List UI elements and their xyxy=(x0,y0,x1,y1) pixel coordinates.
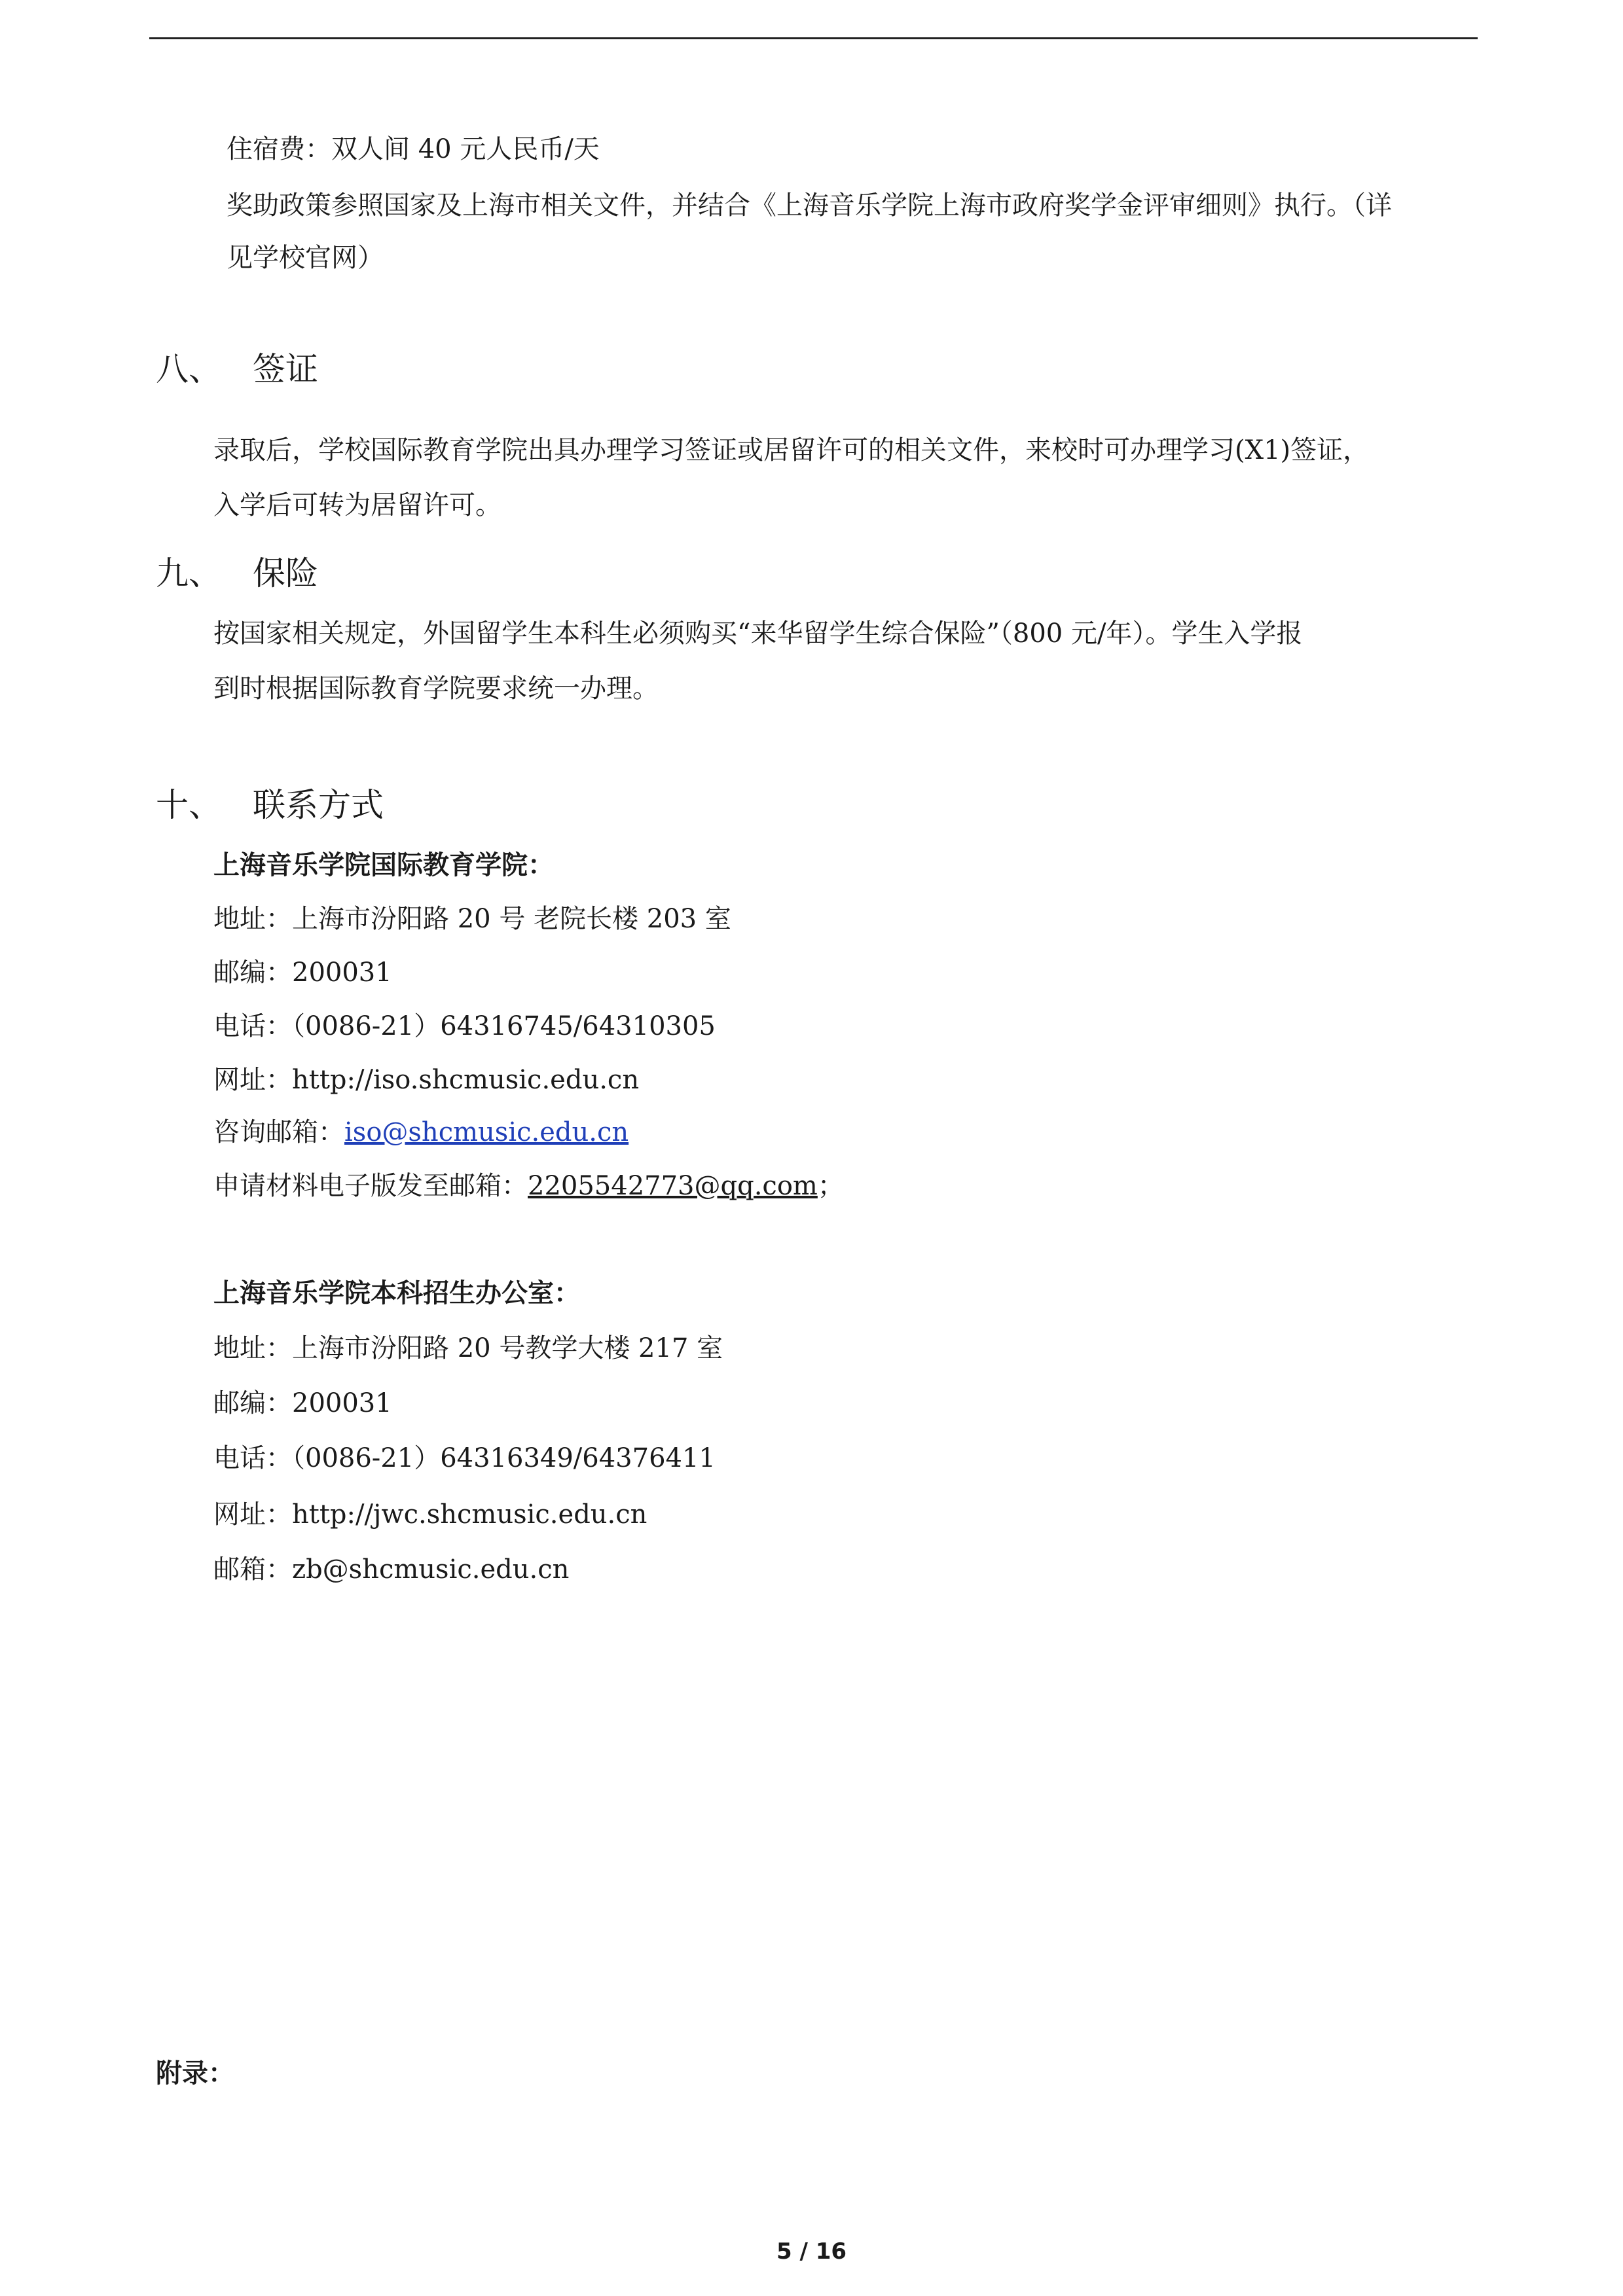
insurance-text-line2: 到时根据国际教育学院要求统一办理。 xyxy=(213,673,659,704)
scholarship-text-line1: 奖助政策参照国家及上海市相关文件，并结合《上海音乐学院上海市政府奖学金评审细则》执行。（详 xyxy=(227,190,1392,221)
section-heading-contact xyxy=(156,785,384,825)
admissions-address: 地址：上海市汾阳路 20 号教学大楼 217 室 xyxy=(213,1333,723,1363)
submission-email-label: 申请材料电子版发至邮箱： xyxy=(213,1171,528,1201)
section-title: 联系方式 xyxy=(253,786,384,824)
iso-phone: 电话：（0086-21）64316745/64310305 xyxy=(213,1011,716,1041)
iso-postcode: 邮编：200031 xyxy=(213,958,392,988)
iso-email-label: 咨询邮箱： xyxy=(213,1117,344,1147)
admissions-email: 邮箱：zb@shcmusic.edu.cn xyxy=(213,1554,570,1585)
scholarship-text-line2: 见学校官网） xyxy=(227,243,384,273)
iso-office-name: 上海音乐学院国际教育学院： xyxy=(213,850,554,880)
admissions-postcode: 邮编：200031 xyxy=(213,1388,392,1418)
accommodation-fee: 住宿费：双人间 40 元人民币/天 xyxy=(227,134,600,164)
page-number: 5 / 16 xyxy=(776,2238,847,2265)
section-title: 保险 xyxy=(253,554,318,592)
iso-website: 网址：http://iso.shcmusic.edu.cn xyxy=(213,1065,640,1095)
section-heading-visa xyxy=(156,350,318,389)
iso-address: 地址：上海市汾阳路 20 号 老院长楼 203 室 xyxy=(213,904,731,934)
submission-email-row xyxy=(213,1170,844,1202)
admissions-website: 网址：http://jwc.shcmusic.edu.cn xyxy=(213,1499,647,1530)
iso-email-link[interactable]: iso@shcmusic.edu.cn xyxy=(344,1117,629,1147)
section-heading-insurance xyxy=(156,554,318,593)
section-number: 十、 xyxy=(156,786,221,824)
insurance-text-line1: 按国家相关规定，外国留学生本科生必须购买“来华留学生综合保险”（800 元/年）。学生入学报 xyxy=(213,619,1303,649)
header-rule xyxy=(149,37,1478,39)
admissions-phone: 电话：（0086-21）64316349/64376411 xyxy=(213,1443,716,1473)
visa-text-line1: 录取后，学校国际教育学院出具办理学习签证或居留许可的相关文件，来校时可办理学习(X1)签证， xyxy=(213,435,1370,465)
section-number: 九、 xyxy=(156,554,221,592)
appendix-label: 附录： xyxy=(156,2058,234,2089)
admissions-office-name: 上海音乐学院本科招生办公室： xyxy=(213,1278,580,1308)
submission-email[interactable]: 2205542773@qq.com xyxy=(528,1171,818,1201)
section-number: 八、 xyxy=(156,350,221,388)
submission-email-suffix: ； xyxy=(817,1171,844,1201)
iso-email-row xyxy=(213,1117,629,1148)
visa-text-line2: 入学后可转为居留许可。 xyxy=(213,490,501,520)
section-title: 签证 xyxy=(253,350,318,388)
